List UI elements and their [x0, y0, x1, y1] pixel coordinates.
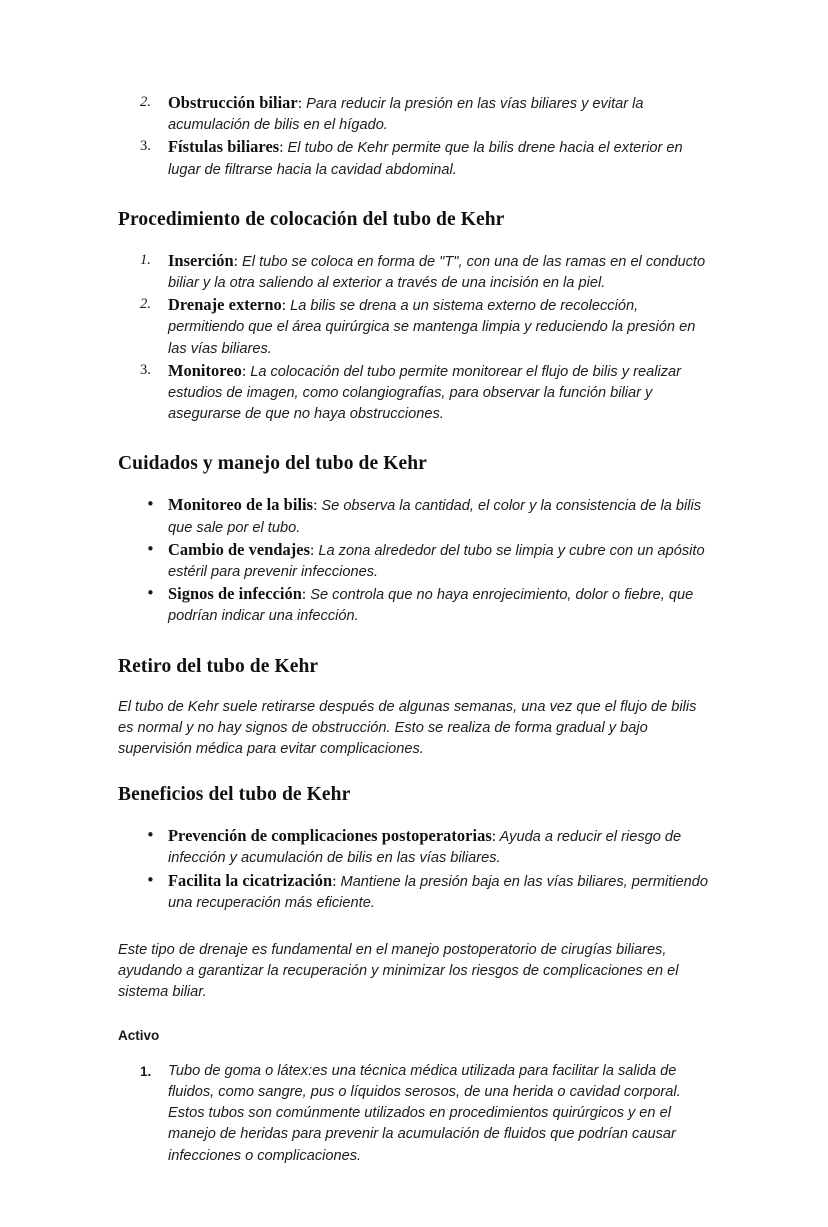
list-item-text: El tubo se coloca en forma de "T", con una de las ramas en el conducto biliar y la otra saliendo al exterior a través de una incisión en la piel. — [168, 253, 706, 292]
list-item-lead: Prevención de complicaciones postoperatorias — [168, 826, 492, 846]
list-item-colon: : — [310, 541, 315, 559]
spacer — [118, 807, 714, 825]
care-list — [118, 494, 714, 627]
list-item — [118, 250, 714, 294]
list-item-colon: : — [491, 828, 497, 846]
list-item-text: La bilis se drena a un sistema externo de recolección, permitiendo que el área quirúrgica se mantenga limpia y reduciendo la presión en las vías biliares. — [168, 298, 696, 357]
spacer — [118, 914, 714, 940]
list-item-text: Se controla que no haya enrojecimiento, dolor o fiebre, que podrían indicar una infección. — [168, 587, 694, 625]
section-heading-retiro: Retiro del tubo de Kehr — [118, 655, 319, 677]
activo-list — [118, 1061, 714, 1167]
list-item-lead: Facilita la cicatrización — [168, 870, 333, 890]
list-item-colon: : — [313, 497, 318, 515]
bullet-icon: • — [146, 584, 155, 603]
list-item-text: La colocación del tubo permite monitorear el flujo de bilis y realizar estudios de imagen, como colangiografías, para observar la función biliar y asegurarse de que no haya obstrucciones. — [168, 363, 681, 423]
list-item — [118, 583, 714, 627]
retiro-paragraph: El tubo de Kehr suele retirarse después de algunas semanas, una vez que el flujo de bilis es normal y no hay signos de obstrucción. Esto se realiza de forma gradual y bajo supervisión médica para evitar complicaciones. — [118, 698, 697, 758]
list-marker: 2. — [140, 94, 151, 110]
list-item-colon: : — [279, 139, 284, 157]
section-heading-activo: Activo — [118, 1027, 160, 1043]
section-heading-procedimiento: Procedimiento de colocación del tubo de Kehr — [118, 208, 505, 230]
section-heading-cuidados: Cuidados y manejo del tubo de Kehr — [118, 453, 427, 475]
list-item-lead: Inserción — [168, 250, 234, 270]
spacer — [118, 1004, 714, 1026]
list-marker: 2. — [140, 296, 151, 313]
list-item-text: La zona alrededor del tubo se limpia y cubre con un apósito estéril para prevenir infecciones. — [168, 542, 705, 581]
list-item-text: Ayuda a reducir el riesgo de infección y acumulación de bilis en las vías biliares. — [168, 829, 682, 867]
list-item — [118, 136, 714, 180]
list-item — [118, 870, 714, 914]
procedure-list — [118, 250, 714, 426]
list-item-colon: : — [281, 297, 287, 315]
list-item-text: Para reducir la presión en las vías biliares y evitar la acumulación de bilis en el hígado. — [168, 96, 644, 134]
bullet-icon: • — [146, 539, 155, 558]
list-marker: 1. — [140, 1063, 152, 1079]
list-marker: 3. — [140, 361, 151, 378]
spacer — [118, 476, 714, 494]
list-item-lead: Monitoreo de la bilis — [168, 495, 314, 515]
list-item-lead: Fístulas biliares — [168, 137, 280, 157]
list-item-lead: Signos de infección — [168, 584, 302, 604]
spacer — [118, 760, 714, 782]
bullet-icon: • — [146, 495, 155, 514]
spacer — [118, 232, 714, 250]
list-item-lead: Obstrucción biliar — [168, 93, 298, 112]
spacer — [118, 1045, 714, 1061]
spacer — [118, 679, 714, 697]
list-item-colon: : — [233, 252, 238, 270]
list-item — [118, 360, 714, 426]
document-content — [118, 92, 714, 1167]
list-item — [118, 494, 714, 538]
list-item — [118, 825, 714, 869]
list-marker: 1. — [140, 251, 151, 268]
list-item-lead: Cambio de vendajes — [168, 539, 311, 559]
list-item — [118, 92, 714, 136]
bullet-icon: • — [146, 826, 155, 845]
bullet-icon: • — [146, 870, 155, 889]
list-item-lead: Monitoreo — [168, 360, 242, 380]
list-item — [118, 539, 714, 583]
list-item — [118, 1061, 714, 1167]
list-item — [118, 294, 714, 360]
list-item-colon: : — [241, 362, 247, 380]
list-item-colon: : — [297, 95, 303, 112]
list-item-text: El tubo de Kehr permite que la bilis drene hacia el exterior en lugar de filtrarse hacia la cavidad abdominal. — [168, 140, 683, 178]
list-item-colon: : — [301, 586, 307, 604]
list-item-lead: Drenaje externo — [168, 295, 282, 315]
list-item-text: Mantiene la presión baja en las vías biliares, permitiendo una recuperación más eficiente. — [168, 873, 709, 911]
list-item-colon: : — [332, 872, 337, 890]
indications-list — [118, 92, 714, 181]
section-heading-beneficios: Beneficios del tubo de Kehr — [118, 784, 351, 806]
spacer — [118, 425, 714, 451]
spacer — [118, 628, 714, 654]
list-marker: 3. — [140, 138, 151, 155]
list-item-text: Se observa la cantidad, el color y la consistencia de la bilis que sale por el tubo. — [168, 498, 702, 536]
list-item-text: Tubo de goma o látex:es una técnica médica utilizada para facilitar la salida de fluidos, como sangre, pus o líquidos serosos, de una herida o cavidad corporal. Estos tubos son comúnmente utilizados en procedimientos quirúrgicos y en el manejo de heridas para prevenir la acumulación de fluidos que podrían causar infecciones o complicaciones. — [168, 1062, 681, 1164]
spacer — [118, 181, 714, 207]
benefits-list — [118, 825, 714, 914]
beneficios-closing-paragraph: Este tipo de drenaje es fundamental en el manejo postoperatorio de cirugías biliares, ayudando a garantizar la recuperación y minimizar los riesgos de complicaciones en el sistema biliar. — [118, 942, 679, 1001]
